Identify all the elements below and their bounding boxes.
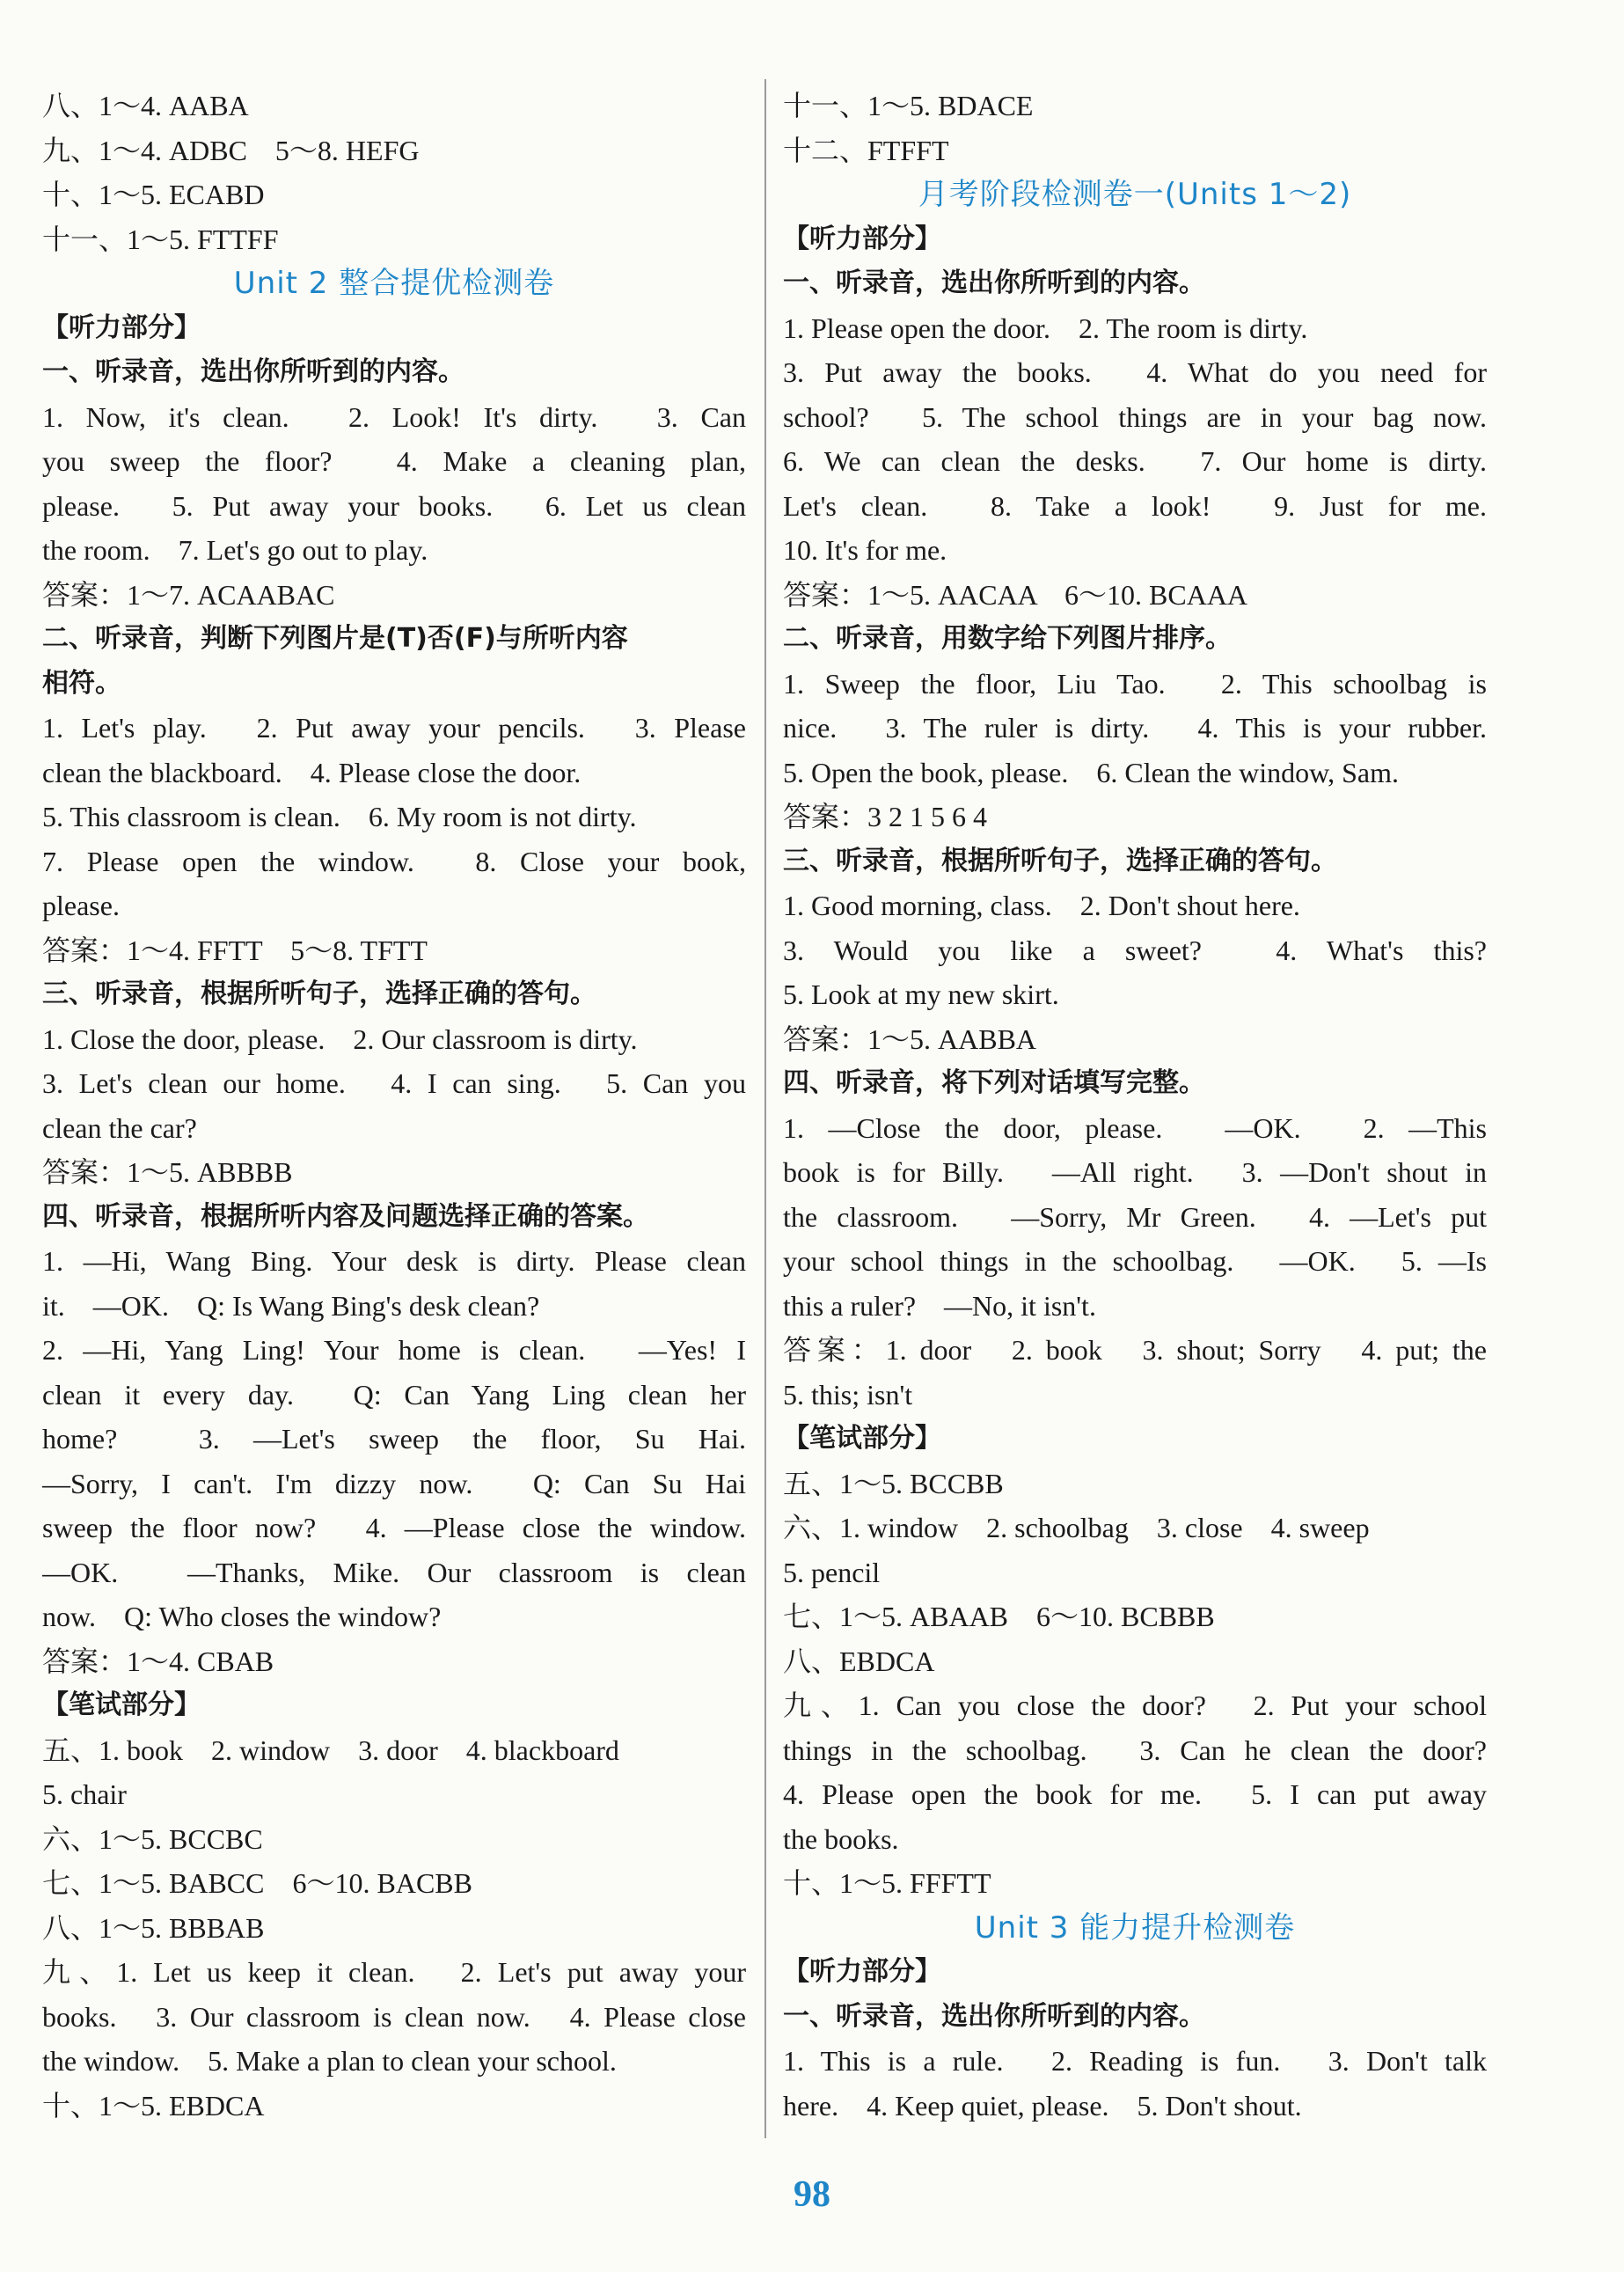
answer-line: 十一、1～5. BDACE xyxy=(783,90,1034,121)
answer-line: clean it every day. Q: Can Yang Ling clean her xyxy=(42,1378,746,1411)
answer-line: 1. Good morning, class. 2. Don't shout here. xyxy=(783,890,1300,921)
answer-line: 十、1～5. FFFTT xyxy=(783,1867,991,1899)
answer-line: the classroom. —Sorry, Mr Green. 4. —Let's put xyxy=(783,1200,1487,1233)
answer-line: 1. Let's play. 2. Put away your pencils. 3. Please xyxy=(42,712,746,744)
page-number: 98 xyxy=(794,2174,830,2215)
question-heading: 三、听录音，根据所听句子，选择正确的答句。 xyxy=(783,845,1337,876)
answer-line: 答案：1～5. ABBBB xyxy=(42,1156,293,1188)
answer-line: 七、1～5. ABAAB 6～10. BCBBB xyxy=(783,1601,1215,1632)
answer-line: book is for Billy. —All right. 3. —Don't shout in xyxy=(783,1156,1487,1188)
answer-line: 10. It's for me. xyxy=(783,534,947,566)
answer-line: 答案：1～4. FFTT 5～8. TFTT xyxy=(42,934,428,966)
answer-line: clean the car? xyxy=(42,1111,197,1144)
answer-line: 八、1～4. AABA xyxy=(42,90,249,121)
answer-line: nice. 3. The ruler is dirty. 4. This is your rubber. xyxy=(783,712,1487,744)
answer-line: you sweep the floor? 4. Make a cleaning plan, xyxy=(42,445,746,477)
question-heading: 【听力部分】 xyxy=(42,311,201,343)
answer-line: 5. this; isn't xyxy=(783,1378,913,1411)
answer-line: 2. —Hi, Yang Ling! Your home is clean. —Yes! I xyxy=(42,1334,746,1366)
section-title: Unit 3 能力提升检测卷 xyxy=(974,1909,1296,1946)
question-heading: 三、听录音，根据所听句子，选择正确的答句。 xyxy=(42,978,596,1009)
question-heading: 【笔试部分】 xyxy=(42,1689,201,1720)
answer-line: this a ruler? —No, it isn't. xyxy=(783,1289,1096,1322)
answer-line: school? 5. The school things are in your bag now. xyxy=(783,400,1487,433)
column-divider xyxy=(764,79,766,2138)
answer-line: 1. Close the door, please. 2. Our classroom is dirty. xyxy=(42,1022,638,1055)
question-heading: 【听力部分】 xyxy=(783,223,941,254)
answer-line: sweep the floor now? 4. —Please close the window. xyxy=(42,1512,746,1543)
answer-line: 答案：1～7. ACAABAC xyxy=(42,578,335,611)
answer-line: home? 3. —Let's sweep the floor, Su Hai. xyxy=(42,1423,746,1455)
question-heading: 四、听录音，将下列对话填写完整。 xyxy=(783,1067,1205,1098)
answer-line: 1. —Hi, Wang Bing. Your desk is dirty. Please clean xyxy=(42,1245,746,1277)
answer-line: things in the schoolbag. 3. Can he clean the door? xyxy=(783,1733,1487,1766)
answer-line: 答案：1～5. AABBA xyxy=(783,1022,1037,1055)
answer-line: here. 4. Keep quiet, please. 5. Don't shout. xyxy=(783,2089,1302,2122)
answer-line: the books. xyxy=(783,1822,899,1855)
answer-line: 6. We can clean the desks. 7. Our home is dirty. xyxy=(783,445,1487,477)
answer-line: it. —OK. Q: Is Wang Bing's desk clean? xyxy=(42,1289,540,1322)
answer-line: 1. Sweep the floor, Liu Tao. 2. This schoolbag is xyxy=(783,667,1487,700)
answer-line: Let's clean. 8. Take a look! 9. Just for me. xyxy=(783,489,1487,522)
answer-line: 十、1～5. ECABD xyxy=(42,179,265,210)
answer-line: 1. Please open the door. 2. The room is dirty. xyxy=(783,311,1308,344)
answer-line: 5. Open the book, please. 6. Clean the window, Sam. xyxy=(783,756,1400,788)
answer-line: the window. 5. Make a plan to clean your school. xyxy=(42,2045,617,2077)
answer-line: 十二、FTFFT xyxy=(783,134,949,166)
answer-line: 十一、1～5. FTTFF xyxy=(42,223,279,255)
question-heading: 相符。 xyxy=(42,667,121,699)
answer-line: 十、1～5. EBDCA xyxy=(42,2089,265,2122)
answer-line: 7. Please open the window. 8. Close your book, xyxy=(42,845,746,877)
answer-line: 五、1. book 2. window 3. door 4. blackboard xyxy=(42,1733,619,1766)
answer-line: 1. Now, it's clean. 2. Look! It's dirty. 3. Can xyxy=(42,400,746,433)
answer-line: your school things in the schoolbag. —OK. 5. —Is xyxy=(783,1245,1487,1277)
answer-line: 答案：1～5. AACAA 6～10. BCAAA xyxy=(783,578,1248,611)
answer-line: 九、1～4. ADBC 5～8. HEFG xyxy=(42,134,420,166)
answer-line: 3. Let's clean our home. 4. I can sing. 5. Can you xyxy=(42,1067,746,1099)
question-heading: 一、听录音，选出你所听到的内容。 xyxy=(42,356,465,387)
answer-line: 5. pencil xyxy=(783,1556,881,1588)
answer-line: 1. This is a rule. 2. Reading is fun. 3. Don't talk xyxy=(783,2045,1487,2077)
answer-line: please. 5. Put away your books. 6. Let us clean xyxy=(42,489,746,522)
answer-line: 八、EBDCA xyxy=(783,1645,935,1677)
question-heading: 二、听录音，用数字给下列图片排序。 xyxy=(783,623,1232,654)
answer-line: 1. —Close the door, please. —OK. 2. —This xyxy=(783,1111,1487,1144)
answer-line: clean the blackboard. 4. Please close the door. xyxy=(42,756,582,788)
question-heading: 一、听录音，选出你所听到的内容。 xyxy=(783,268,1205,298)
answer-line: —Sorry, I can't. I'm dizzy now. Q: Can Su Hai xyxy=(42,1467,746,1499)
left-column xyxy=(42,84,746,2128)
answer-line: —OK. —Thanks, Mike. Our classroom is clean xyxy=(42,1556,746,1588)
answer-line: 答案：1～4. CBAB xyxy=(42,1645,274,1677)
answer-line: now. Q: Who closes the window? xyxy=(42,1601,442,1632)
right-column xyxy=(783,84,1487,2128)
answer-line: 九、1. Can you close the door? 2. Put your school xyxy=(783,1689,1487,1721)
answer-line: 5. This classroom is clean. 6. My room is not dirty. xyxy=(42,801,637,832)
question-heading: 四、听录音，根据所听内容及问题选择正确的答案。 xyxy=(42,1200,649,1232)
answer-line: please. xyxy=(42,890,120,921)
question-heading: 二、听录音，判断下列图片是(T)否(F)与所听内容 xyxy=(42,623,628,654)
answer-line: 六、1～5. BCCBC xyxy=(42,1822,263,1855)
answer-line: 七、1～5. BABCC 6～10. BACBB xyxy=(42,1867,472,1899)
answer-line: 六、1. window 2. schoolbag 3. close 4. sweep xyxy=(783,1512,1370,1543)
answer-line: 答案：1. door 2. book 3. shout; Sorry 4. put; the xyxy=(783,1334,1487,1366)
question-heading: 【笔试部分】 xyxy=(783,1423,941,1454)
answer-line: 5. chair xyxy=(42,1778,127,1810)
answer-line: 3. Would you like a sweet? 4. What's this? xyxy=(783,934,1487,966)
answer-line: 九、1. Let us keep it clean. 2. Let's put away your xyxy=(42,1956,746,1988)
answer-line: 答案：3 2 1 5 6 4 xyxy=(783,801,988,832)
question-heading: 【听力部分】 xyxy=(783,1956,941,1987)
answer-line: 五、1～5. BCCBB xyxy=(783,1467,1004,1499)
section-title: Unit 2 整合提优检测卷 xyxy=(233,266,555,301)
answer-line: 5. Look at my new skirt. xyxy=(783,978,1059,1010)
answer-line: 3. Put away the books. 4. What do you need for xyxy=(783,356,1487,388)
section-title: 月考阶段检测卷一(Units 1～2) xyxy=(918,177,1352,212)
answer-line: 4. Please open the book for me. 5. I can put away xyxy=(783,1778,1487,1810)
question-heading: 一、听录音，选出你所听到的内容。 xyxy=(783,2000,1205,2032)
answer-line: 八、1～5. BBBAB xyxy=(42,1911,265,1944)
answer-line: the room. 7. Let's go out to play. xyxy=(42,534,428,566)
answer-line: books. 3. Our classroom is clean now. 4. Please close xyxy=(42,2000,746,2033)
